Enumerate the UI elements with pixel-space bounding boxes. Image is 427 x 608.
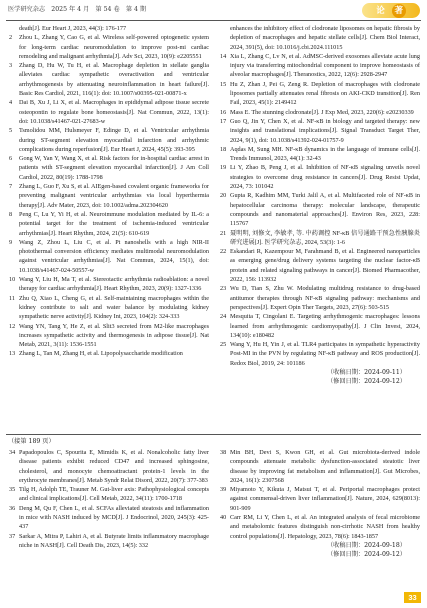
reference-number: 40 [220,514,227,522]
reference-text: Hu Z, Zhan J, Pei G, Zeng R. Depletion of macrophages with clodronate liposomes partially attenuates renal fibrosis on AKI-CKD transition[J]. Ren Fail, 2023, 45(1): 2149412 [230,80,420,107]
reference-number: 20 [220,192,227,200]
reference-number: 17 [220,117,227,125]
reference-item [219,108,420,117]
reference-text: Wang Y, Hu H, Yin J, et al. TLR4 participates in sympathetic hyperactivity Post-MI in the PVN by regulating NF-κB pathway and ROS production[J]. Redox Biol, 2019, 24: 101186 [230,341,420,367]
reference-number: 23 [220,285,227,293]
reference-item [8,98,209,126]
reference-text: Xia L, Zhang C, Lv N, et al. AdMSC-derived exosomes alleviate acute lung injury via transferring mitochondrial component to improve homeostasis of alveolar macrophages[J]. Theranostics, 2022, 12(6): 2928-2947 [230,52,420,79]
reference-text: Wang YN, Tang Y, He Z, et al. Slit3 secreted from M2-like macrophages increases sympathetic activity and thermogenesis in adipose tissue[J]. Nat Metab, 2021, 3(11): 1536-1551 [19,322,209,349]
reference-number: 8 [9,210,13,218]
reference-text: Mesquita T, Cingolani E. Targeting arrhythmogenic macrophages: lessons learned from arrhythmogenic cardiomyopathy[J]. J Clin Invest, 2024, 134(10): e180482 [230,313,420,339]
reference-item [8,532,209,551]
reference-text: Gong W, Yan Y, Wang X, et al. Risk factors for in-hospital cardiac arrest in patients with ST-segment elevation myocardial infarction[J]. J Am Coll Cardiol, 2022, 80(19): 1788-1798 [19,155,209,181]
reference-text: Wu D, Tian S, Zhu W. Modulating multidrug resistance to drug-based antitumor therapies through NF-κB signaling pathway: mechanisms and perspectives[J]. Expert Opin Ther Targets, 2023, 27(6): 503-515 [230,285,420,311]
reference-number: 22 [220,248,227,256]
reference-text: Wang Z, Zhou L, Liu C, et al. Pt nanoshells with a high NIR-II photothermal conversion efficiency mediates multimodal neuromodulation against ventricular arrhythmias[J]. Nat Commun, 2024, 15(1), doi: 10.1038/s41467-024-50557-w [19,238,209,274]
reference-item [219,485,420,513]
reference-text: Zhu Q, Xiao L, Cheng G, et al. Self-maintaining macrophages within the kidney contribute to salt and water balance by modulating kidney sympathetic nerve activity[J]. Kidney Int, 2023, 104(2): 324-333 [19,294,209,321]
reference-number: 6 [9,155,13,163]
reference-number: 2 [9,34,13,42]
received-date: （收稿日期：2024-09-18） [327,541,406,549]
references-top-left-column [8,24,209,359]
reference-item [8,126,209,154]
revised-date: （修回日期：2024-09-12） [327,551,406,559]
continued-from-note: （接第 189 页） [8,438,55,445]
reference-number: 14 [220,52,227,60]
reference-text: Mass E. The stunning clodronate[J]. J Exp Med, 2023, 220(6): e20230339 [230,108,414,116]
revised-date: （修回日期：2024-09-12） [327,378,406,386]
reference-item [219,284,420,312]
reference-item [8,154,209,182]
reference-text: Tilg H, Adolph TE, Trauner M. Gut-liver axis: Pathophysiological concepts and clinical implications[J]. Cell Metab, 2022, 34(11): 1700-1718 [19,486,209,503]
reference-number: 4 [9,99,13,107]
reference-item [219,513,420,541]
reference-text: Miyamoto Y, Kikuta J, Matsui T, et al. Periportal macrophages protect against commensal-driven liver inflammation[J]. Nature, 2024, 629(8013): 901-909 [230,486,420,512]
reference-number: 35 [9,486,16,494]
reference-number: 18 [220,145,227,153]
reference-item [219,448,420,485]
reference-text: Peng C, Lu Y, Yi H, et al. Neuroimmune modulation mediated by IL-6: a potential target for the treatment of ischemia-induced ventricular arrhythmias[J]. Heart Rhythm, 2024, 21(5): 610-619 [19,210,209,237]
running-header: 医学研究杂志 2025 年 4 月 第 54 卷 第 4 期 [8,6,147,13]
section-badge [362,3,420,18]
reference-text: Eskandari R, Kazempour M, Farahmand B, et al. Engineered nanoparticles as emerging gene/drug delivery systems targeting the nuclear factor-κB protein and related signaling pathways in cancer[J]. Biomed Pharmacother, 2022, 156: 113932 [230,248,420,284]
section-badge-right-char: 著 [394,5,403,16]
reference-item [219,117,420,145]
reference-item [219,24,420,52]
reference-text: Dai B, Xu J, Li X, et al. Macrophages in epididymal adipose tissue secrete osteopontin to regulate bone homeostasis[J]. Nat Commun, 2022, 13(1): doi: 10.1038/s41467-021-27683-w [19,99,209,125]
reference-number: 15 [220,80,227,88]
reference-text: Zhou L, Zhang Y, Cao G, et al. Wireless self-powered optogenetic system for long-term cardiac neuromodulation to improve post-mi cardiac remodeling and malignant arrhythmia[J]. Adv Sci, 2023, 10(9): e2205551 [19,34,209,60]
reference-item [219,52,420,80]
reference-text: Wang Y, Liu H, Ma T, et al. Stereotactic arrhythmia radioablation: a novel therapy for cardiac arrhythmia[J]. Heart Rhythm, 2023, 20(9): 1327-1336 [19,276,209,293]
reference-number: 7 [9,183,13,191]
reference-number: 37 [9,532,16,540]
reference-number: 3 [9,62,13,70]
reference-item [8,485,209,504]
reference-text: Zhang D, Hu W, Tu H, et al. Macrophage depletion in stellate ganglia alleviates cardiac sympathetic overactivation and ventricular arrhythmogenesis by attenuating neuroinflammation in heart failure[J]. Basic Res Cardiol, 2021, 116(1): doi: 10.1007/s00395-021-00871-x [19,62,209,98]
reference-text: death[J]. Eur Heart J, 2023, 44(3): 176-177 [19,25,127,32]
reference-item [8,210,209,238]
reference-item [8,349,209,358]
section-divider [6,434,421,435]
reference-text: enhances the inhibitory effect of clodronate liposomes on hepatic fibrosis by depletion of macrophages and hepatic stellate cells[J]. Chem Biol Interact, 2024, 391(5), doi: 10.1016/j.cbi.2024.111015 [230,25,420,51]
reference-text: Zhang L, Guo F, Xu S, et al. AIEgen-based covalent organic frameworks for preventing malignant ventricular arrhythmias via local hyperthermia therapy[J]. Adv Mater, 2023, doi: 10.1002/adma.202304620 [19,183,209,209]
reference-text: Gupta R, Kadhim MM, Turki Jalil A, et al. Multifaceted role of NF-κB in hepatocellular carcinoma therapy: molecular landscape, therapeutic compounds and nanomaterial approaches[J]. Environ Res, 2023, 228: 115767 [230,192,420,228]
reference-number: 34 [9,449,16,456]
reference-item [8,182,209,210]
reference-item [219,80,420,108]
reference-item [8,275,209,294]
reference-number: 12 [9,322,16,330]
reference-number: 21 [220,229,227,237]
reference-number: 39 [220,486,227,494]
reference-number: 25 [220,341,227,349]
reference-item [8,33,209,61]
reference-item [219,340,420,368]
page-number: 33 [404,592,421,603]
reference-text: Aqdas M, Sung MH. NF-κB dynamics in the language of immune cells[J]. Trends Immunol, 2023, 44(1): 32-43 [230,145,420,163]
reference-number: 11 [9,294,15,302]
reference-item [219,247,420,284]
reference-number: 24 [220,313,227,321]
reference-item [8,448,209,485]
reference-text: Tsmolidou MM, Hulsmeyer F, Edinge D, et al. Ventricular arrhythmia during ST-segment elevation myocardial infarction and arrhythmic complications during reperfusion[J]. Eur Heart J, 2024, 45(5): 393-395 [19,127,209,153]
reference-item [8,322,209,350]
reference-text: Li Y, Zhao B, Peng J, et al. Inhibition of NF-κB signaling unveils novel strategies to overcome drug resistance in cancers[J]. Drug Resist Updat, 2024, 73: 101042 [230,164,420,191]
reference-item [219,312,420,340]
reference-item [8,238,209,275]
references-top-right-column [219,24,420,387]
reference-text: Sarkar A, Mitra P, Lahiri A, et al. Butyrate limits inflammatory macrophage niche in NASH[J]. Cell Death Dis, 2023, 14(5): 332 [19,532,209,549]
section-badge-left-char: 论 [376,5,385,16]
reference-text: Guo Q, Jin Y, Chen X, et al. NF-κB in biology and targeted therapy: new insights and translational implications[J]. Signal Transduct Target Ther, 2024, 9(1), doi: 10.1038/s41392-024-01757-9 [230,117,420,144]
reference-number: 36 [9,504,16,512]
header-divider [6,20,421,21]
reference-item [8,504,209,532]
reference-text: Papadopoulos C, Spourita E, Mimidis K, et al. Nonalcoholic fatty liver disease patients exhibit reduced CD47 and increased sphingosine, cholesterol, and monocyte chemoattractant protein-1 levels in the erythrocyte membranes[J]. Metab Syndr Relat Disord, 2022, 20(7): 377-383 [19,449,209,484]
reference-item [8,24,209,33]
references-bottom-left-column [8,448,209,550]
reference-number: 5 [9,127,13,135]
reference-number: 13 [9,350,16,358]
reference-item [219,145,420,164]
reference-text: 聂明明, 刘修文, 李敏孝, 等. 中药调控 NF-κB 信号通路干预急性胰腺炎研究进展[J]. 医学研究杂志, 2024, 53(3): 1-6 [230,229,420,246]
reference-item [8,294,209,322]
reference-text: Min BH, Devi S, Kwon GH, et al. Gut microbiota-derived indole compounds attenuate metabolic dysfunction-associated steatotic liver disease by improving fat metabolism and inflammation[J]. Gut Microbes, 2024, 16(1): 2307568 [230,449,420,484]
reference-number: 19 [220,164,227,172]
reference-item [219,191,420,228]
reference-number: 16 [220,108,227,116]
reference-number: 9 [9,238,13,246]
reference-text: Zhang L, Tan M, Zhang H, et al. Lipopolysaccharide modification [19,350,183,358]
reference-item [8,61,209,98]
reference-text: Deng M, Qu F, Chen L, et al. SCFAs alleviated steatosis and inflammation in mice with NASH induced by MCD[J]. J Endocrinol, 2020, 245(3): 425-437 [19,504,209,531]
references-bottom-right-column [219,448,420,560]
reference-number: 10 [9,276,16,284]
reference-item [219,163,420,191]
section-badge-circle [392,4,406,18]
received-date: （收稿日期：2024-09-11） [327,368,406,376]
reference-item [219,229,420,248]
reference-number: 38 [220,449,227,456]
reference-text: Carr RM, Li Y, Chen L, et al. An integrated analysis of fecal microbiome and metabolomic features distinguish non-cirrhotic NASH from healthy control populations[J]. Hepatology, 2023, 78(6): 1843-1857 [230,514,420,540]
